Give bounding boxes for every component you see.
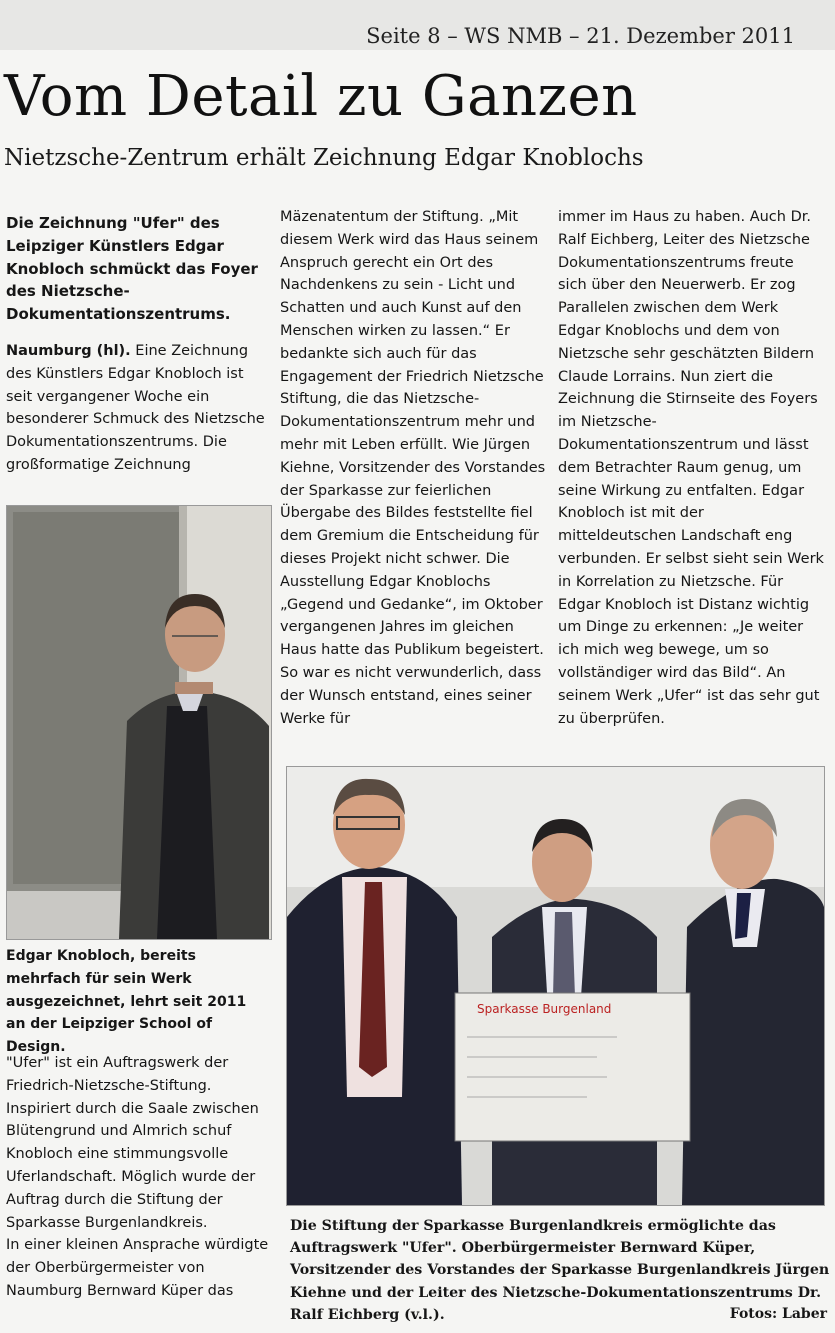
dateline: Naumburg (hl). bbox=[6, 342, 131, 359]
col3-paragraph: immer im Haus zu haben. Auch Dr. Ralf Eichberg, Leiter des Nietzsche Dokumentationszentrums freute sich über den Neuerwerb. Er zog Parallelen zwischen dem Werk Edgar Knoblochs und dem von Nietzsche sehr geschätzten Bildern Claude Lorrains. Nun ziert die Zeichnung die Stirnseite des Foyers im Nietzsche-Dokumentationszentrum und lässt dem Betrachter Raum genug, um seine Wirkung zu entfalten. Edgar Knobloch ist mit der mitteldeutschen Landschaft eng verbunden. Er selbst sieht sein Werk in Korrelation zu Nietzsche. Für Edgar Knobloch ist Distanz wichtig um Dinge zu erkennen: „Je weiter ich mich weg bewege, um so vollständiger wird das Bild“. An seinem Werk „Ufer“ ist das sehr gut zu überprüfen. bbox=[558, 209, 824, 727]
col1-paragraph: In einer kleinen Ansprache würdigte der Oberbürgermeister von Naumburg Bernward Küper das bbox=[6, 1237, 269, 1299]
intro-text: Eine Zeichnung des Künstlers Edgar Knobloch ist seit vergangener Woche ein besonderer Schmuck des Nietzsche Dokumentationszentrums. Die großformatige Zeichnung bbox=[6, 342, 265, 473]
column-3 bbox=[558, 206, 824, 730]
group-photo-caption: Die Stiftung der Sparkasse Burgenlandkreis ermöglichte das Auftragswerk "Ufer". Oberbürgermeister Bernward Küper, Vorsitzender des Vorstandes der Sparkasse Burgenlandkreis Jürgen Kiehne und der Leiter des Nietzsche-Dokumentationszentrums Dr. Ralf Eichberg (v.l.). bbox=[290, 1218, 830, 1323]
col1-paragraph: Inspiriert durch die Saale zwischen Blütengrund und Almrich schuf Knobloch eine stimmungsvolle Uferlandschaft. Möglich wurde der Auftrag durch die Stiftung der Sparkasse Burgenlandkreis. bbox=[6, 1100, 259, 1231]
group-photo bbox=[286, 766, 825, 1206]
col2-paragraph: Mäzenatentum der Stiftung. „Mit diesem Werk wird das Haus seinem Anspruch gerecht ein Ort des Nachdenkens zu sein - Licht und Schatten und auch Kunst auf den Menschen wirken zu lassen.“ Er bedankte sich auch für das Engagement der Friedrich Nietzsche Stiftung, die das Nietzsche-Dokumentationszentrum mehr und mehr mit Leben erfüllt. Wie Jürgen Kiehne, Vorsitzender des Vorstandes der Sparkasse zur feierlichen Übergabe des Bildes feststellte fiel dem Gremium die Entscheidung für dieses Projekt nicht schwer. Die Ausstellung Edgar Knoblochs „Gegend und Gedanke“, im Oktober vergangenen Jahres im gleichen Haus hatte das Publikum begeistert. So war es nicht verwunderlich, dass der Wunsch entstand, eines seiner Werke für bbox=[280, 209, 546, 727]
column-1-bottom bbox=[6, 1052, 270, 1303]
column-1-top bbox=[6, 212, 270, 477]
intro-paragraph bbox=[6, 340, 270, 477]
headline: Vom Detail zu Ganzen bbox=[4, 64, 638, 129]
photo-credit: Fotos: Laber bbox=[729, 1306, 827, 1322]
certificate-label: Sparkasse Burgenland bbox=[477, 1002, 612, 1016]
portrait-photo bbox=[6, 505, 272, 940]
lead-paragraph: Die Zeichnung "Ufer" des Leipziger Künstlers Edgar Knobloch schmückt das Foyer des Nietzsche-Dokumentationszentrums. bbox=[6, 214, 258, 324]
col1-paragraph: "Ufer" ist ein Auftragswerk der Friedrich-Nietzsche-Stiftung. bbox=[6, 1055, 229, 1094]
subheadline: Nietzsche-Zentrum erhält Zeichnung Edgar Knoblochs bbox=[4, 145, 644, 171]
page-header: Seite 8 – WS NMB – 21. Dezember 2011 bbox=[366, 24, 795, 48]
column-2 bbox=[280, 206, 546, 730]
portrait-caption: Edgar Knobloch, bereits mehrfach für sein Werk ausgezeichnet, lehrt seit 2011 an der Leipziger School of Design. bbox=[6, 948, 247, 1056]
